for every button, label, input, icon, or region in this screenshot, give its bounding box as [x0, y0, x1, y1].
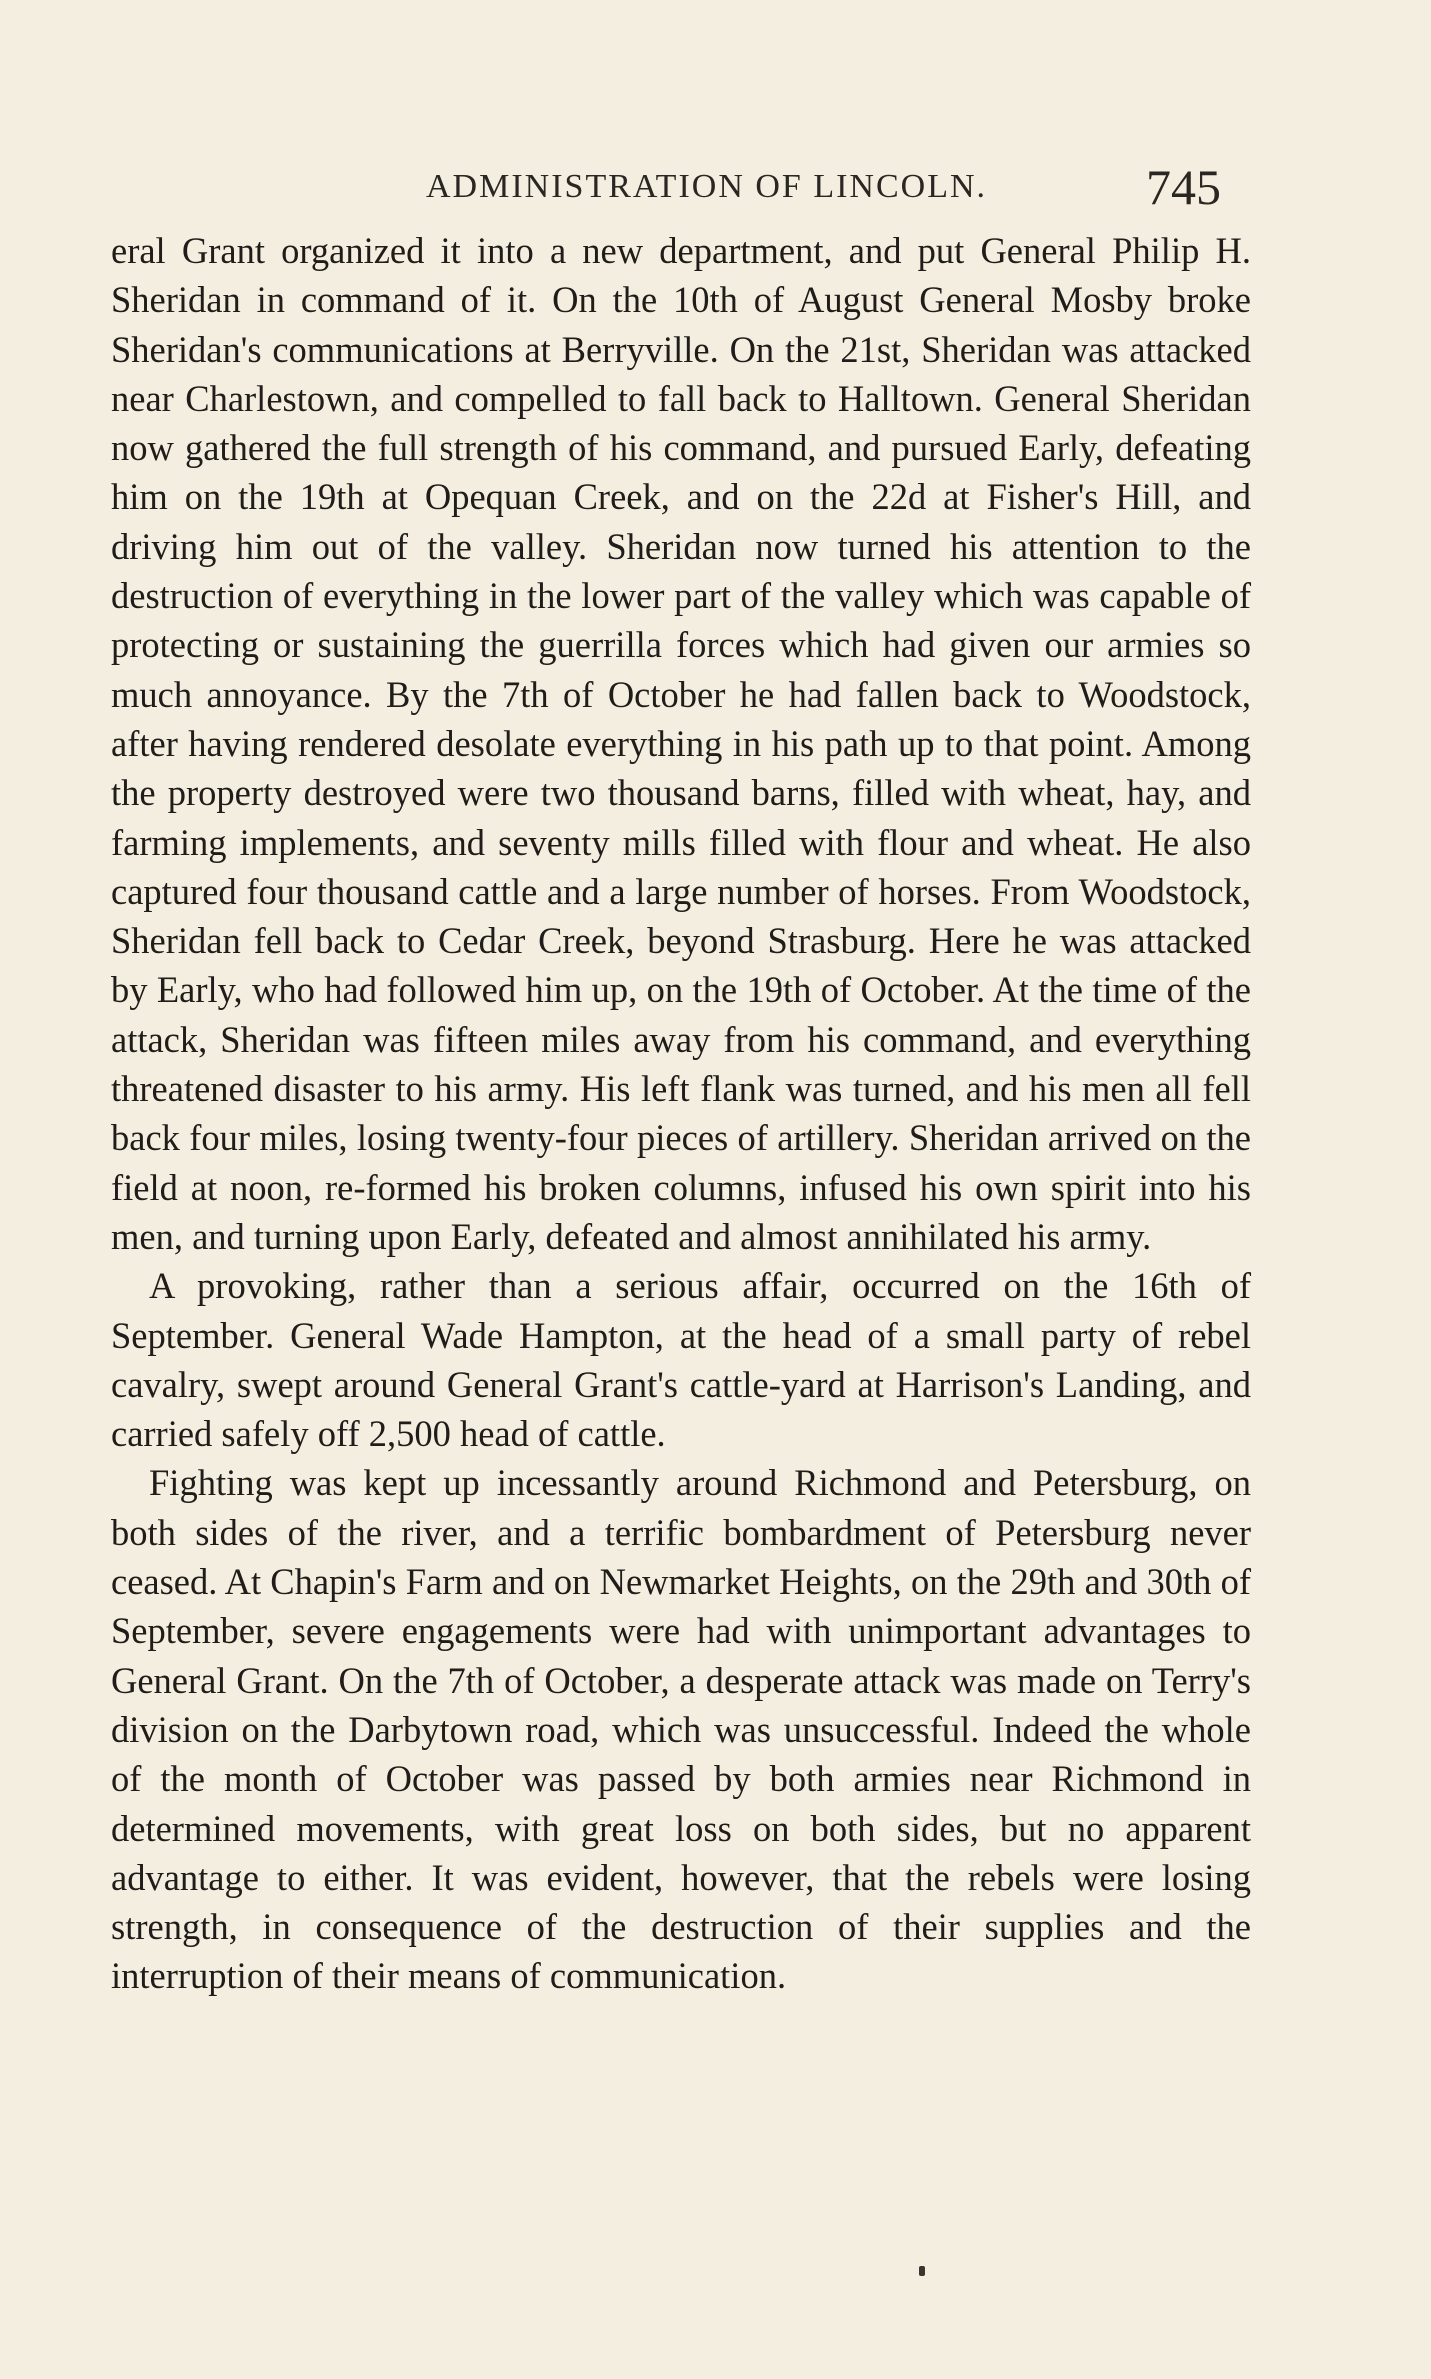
running-head: ADMINISTRATION OF LINCOLN.: [426, 168, 988, 205]
body-text: [111, 226, 1251, 2001]
ink-speck: [919, 2266, 925, 2276]
page-header: [0, 158, 1431, 228]
paragraph-richmond-fighting: Fighting was kept up incessantly around Richmond and Petersburg, on both sides of the river, and a terrific bombardment of Petersburg never ceased. At Chapin's Farm and on Newmarket Heights, on the 29th and 30th of September, severe engagements were had with unimportant advantages to General Grant. On the 7th of October, a desperate attack was made on Terry's division on the Darbytown road, which was unsuccessful. Indeed the whole of the month of October was passed by both armies near Richmond in determined movements, with great loss on both sides, but no apparent advantage to either. It was evident, however, that the rebels were losing strength, in consequence of the destruction of their supplies and the interruption of their means of communication.: [111, 1462, 1251, 1997]
paragraph-continuation: eral Grant organized it into a new department, and put General Philip H. Sheridan in command of it. On the 10th of August General Mosby broke Sheridan's communications at Berryville. On the 21st, Sheridan was attacked near Charlestown, and compelled to fall back to Halltown. General Sheridan now gathered the full strength of his command, and pursued Early, defeating him on the 19th at Opequan Creek, and on the 22d at Fisher's Hill, and driving him out of the valley. Sheridan now turned his attention to the destruction of everything in the lower part of the valley which was capable of protecting or sustaining the guerrilla forces which had given our armies so much annoyance. By the 7th of October he had fallen back to Woodstock, after having rendered desolate everything in his path up to that point. Among the property destroyed were two thousand barns, filled with wheat, hay, and farming implements, and seventy mills filled with flour and wheat. He also captured four thousand cattle and a large number of horses. From Woodstock, Sheridan fell back to Cedar Creek, beyond Strasburg. Here he was attacked by Early, who had followed him up, on the 19th of October. At the time of the attack, Sheridan was fifteen miles away from his command, and everything threatened disaster to his army. His left flank was turned, and his men all fell back four miles, losing twenty-four pieces of artillery. Sheridan arrived on the field at noon, re-formed his broken columns, infused his own spirit into his men, and turning upon Early, defeated and almost annihilated his army.: [111, 230, 1251, 1257]
page-number: 745: [1146, 159, 1221, 215]
paragraph-hampton-raid: A provoking, rather than a serious affair, occurred on the 16th of September. General Wade Hampton, at the head of a small party of rebel cavalry, swept around General Grant's cattle-yard at Harrison's Landing, and carried safely off 2,500 head of cattle.: [111, 1265, 1251, 1455]
